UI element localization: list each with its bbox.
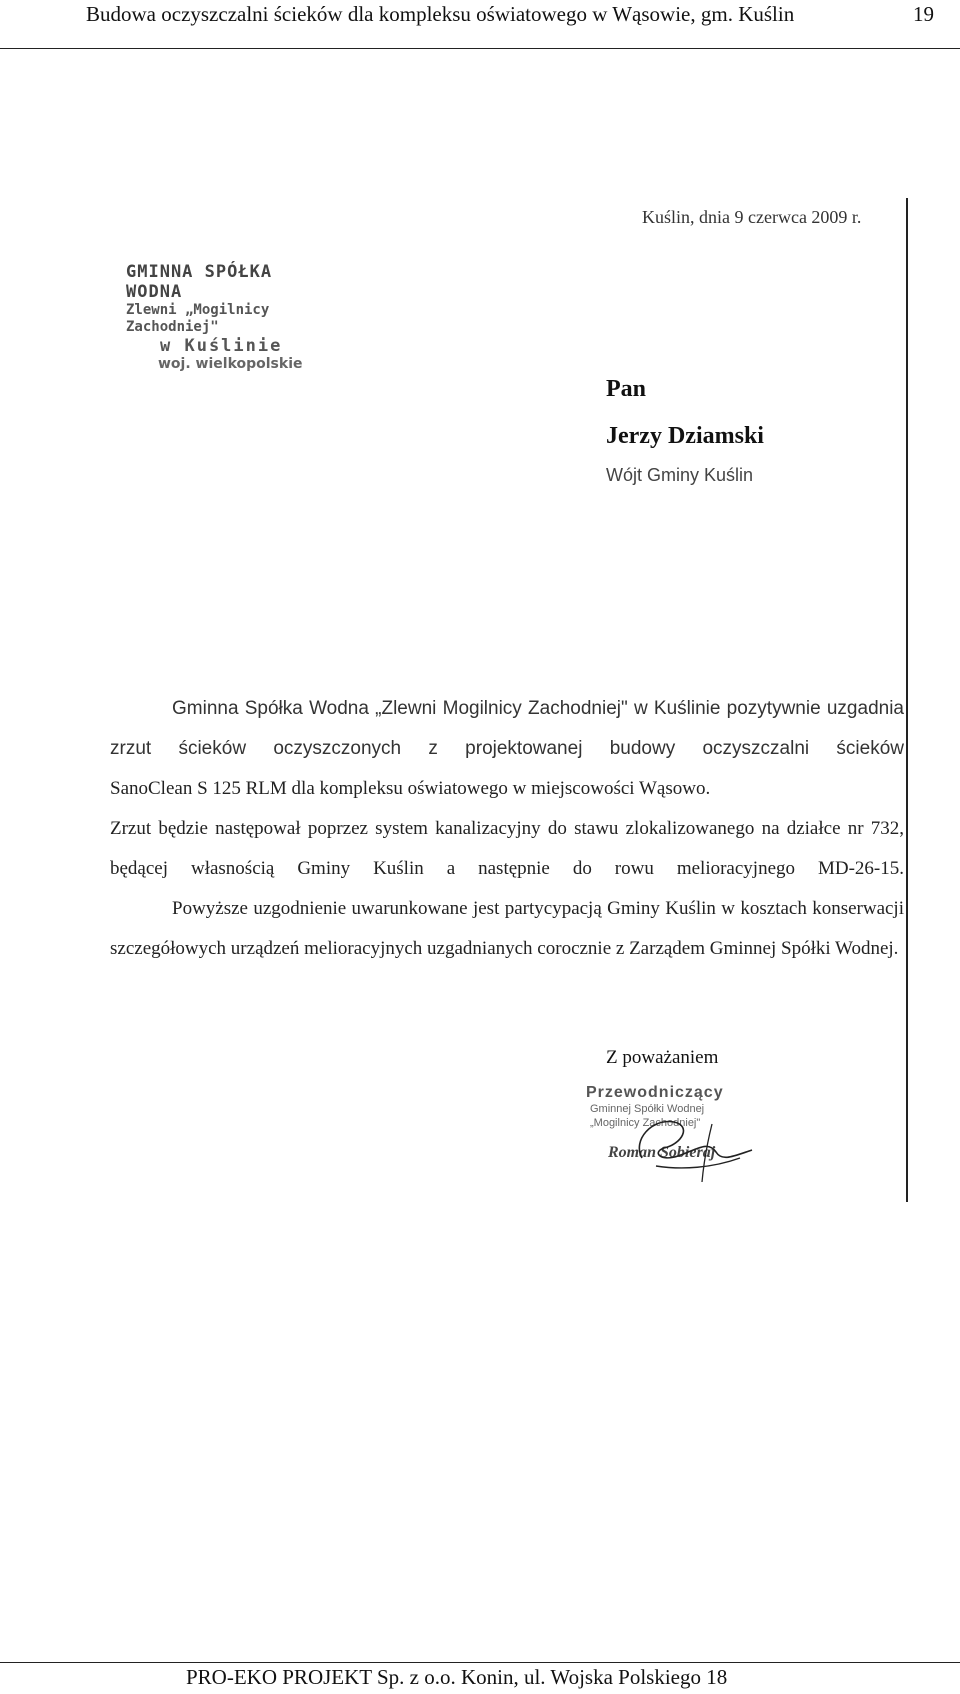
recipient-honorific: Pan	[606, 376, 647, 402]
recipient-title: Wójt Gminy Kuślin	[606, 465, 754, 485]
recipient-block	[606, 376, 764, 486]
body-paragraph-1: Gminna Spółka Wodna „Zlewni Mogilnicy Zachodniej" w Kuślinie pozytywnie uzgadnia zrzut ścieków oczyszczonych z projektowanej budowy oczyszczalni ścieków	[110, 698, 904, 759]
letter-date: Kuślin, dnia 9 czerwca 2009 r.	[642, 207, 862, 227]
footer-company: PRO-EKO PROJEKT Sp. z o.o. Konin, ul. Wojska Polskiego 18	[186, 1665, 728, 1689]
signature-org-line-2: „Mogilnicy Zachodniej"	[590, 1117, 701, 1129]
organization-stamp	[126, 262, 336, 372]
signature-org-line-1: Gminnej Spółki Wodnej	[590, 1103, 705, 1115]
stamp-line-town: w Kuślinie	[160, 336, 283, 356]
page-footer	[0, 1662, 960, 1694]
signature-role: Przewodniczący	[586, 1084, 724, 1101]
body-paragraph-3: Zrzut będzie następował poprzez system kanalizacyjny do stawu zlokalizowanego na działce nr 732, będącej własnością Gminy Kuślin a następnie do rowu melioracyjnego MD-26-15.	[110, 818, 904, 879]
right-margin-rule	[906, 198, 908, 1202]
letter-body	[110, 689, 904, 969]
page-header	[0, 0, 960, 49]
header-title: Budowa oczyszczalni ścieków dla kompleksu oświatowego w Wąsowie, gm. Kuślin	[86, 2, 795, 26]
body-paragraph-4: Powyższe uzgodnienie uwarunkowane jest partycypacją Gminy Kuślin w kosztach konserwacji szczegółowych urządzeń melioracyjnych uzgadnianych corocznie z Zarządem Gminnej Spółki Wodnej.	[110, 898, 904, 959]
page-number: 19	[913, 2, 934, 26]
stamp-line-organization: GMINNA SPÓŁKA WODNA	[126, 262, 273, 302]
stamp-line-basin: Zlewni „Mogilnicy Zachodniej"	[126, 302, 270, 335]
signature-name: Roman Sobieraj	[608, 1144, 716, 1161]
handwritten-signature	[612, 1110, 762, 1185]
recipient-name: Jerzy Dziamski	[606, 423, 764, 449]
closing-salutation: Z poważaniem	[606, 1047, 719, 1068]
body-paragraph-2: SanoClean S 125 RLM dla kompleksu oświatowego w miejscowości Wąsowo.	[110, 778, 711, 799]
stamp-line-province: woj. wielkopolskie	[158, 356, 303, 372]
